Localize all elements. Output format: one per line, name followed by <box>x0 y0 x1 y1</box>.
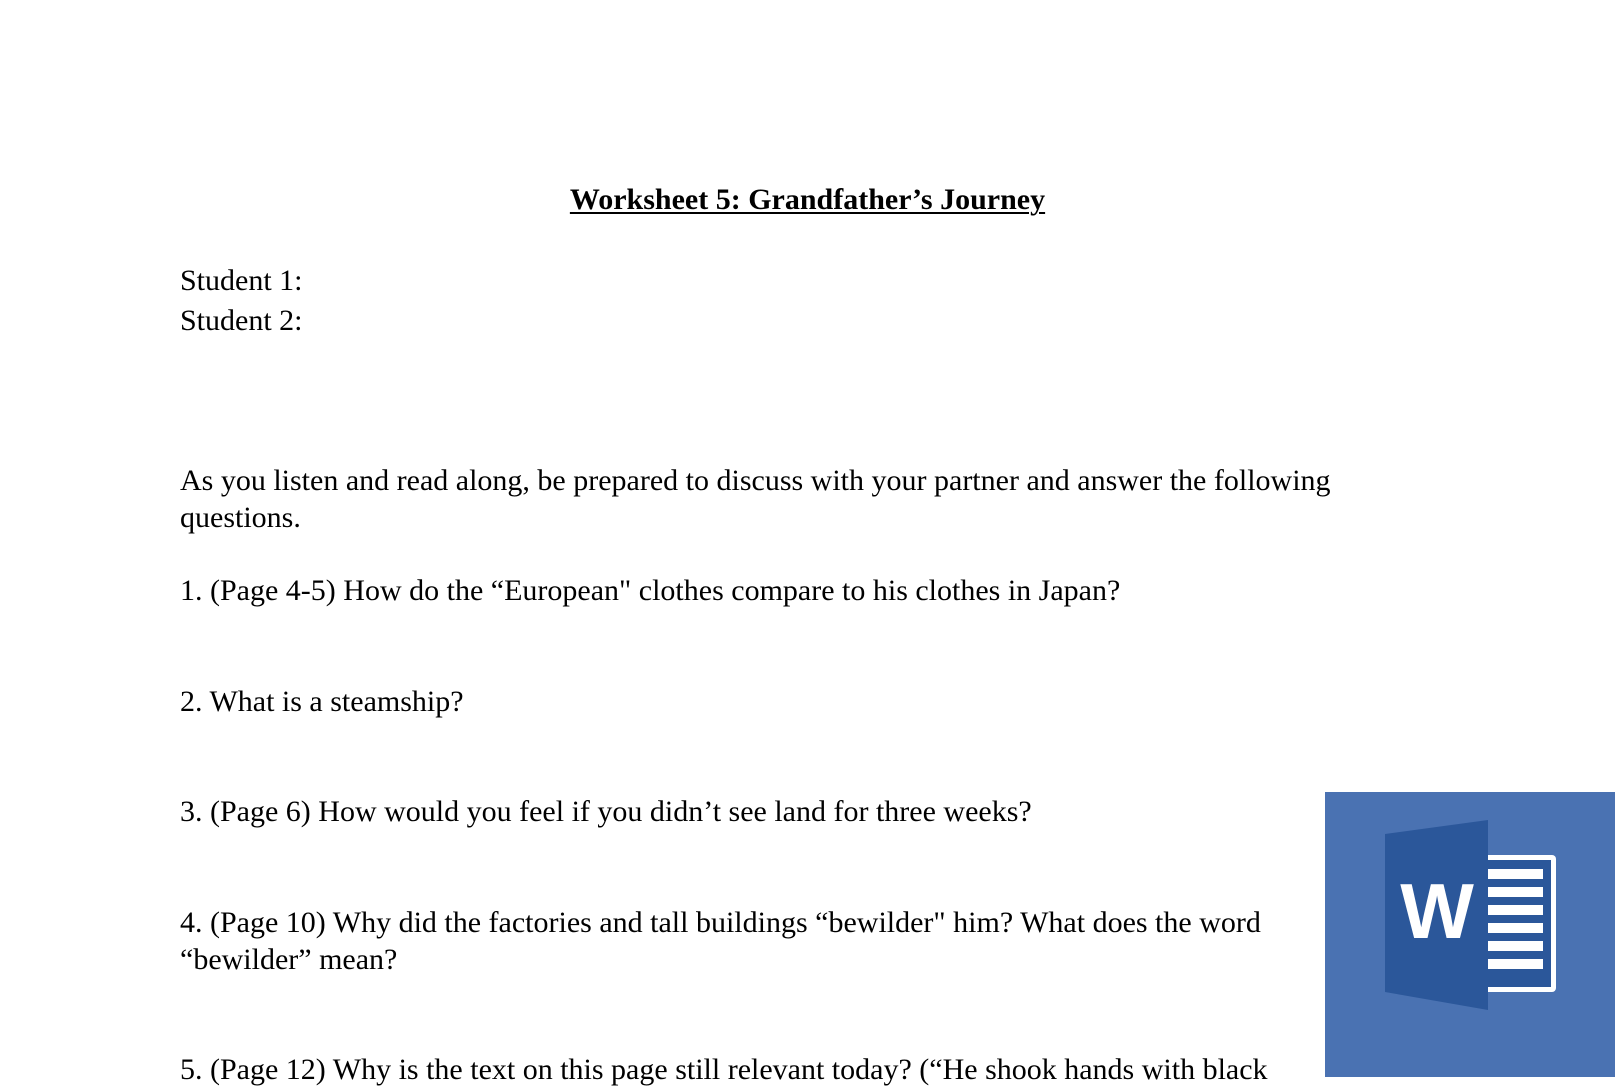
instructions-line-1: As you listen and read along, be prepared to discuss with your partner and answer the following <box>180 464 1331 497</box>
question-4-line-1: 4. (Page 10) Why did the factories and tall buildings “bewilder" him? What does the word <box>180 906 1261 939</box>
worksheet-title: Worksheet 5: Grandfather’s Journey <box>569 183 1046 216</box>
question-4-line-2: “bewilder” mean? <box>180 943 398 976</box>
question-1: 1. (Page 4-5) How do the “European" clothes compare to his clothes in Japan? <box>180 574 1121 607</box>
word-badge <box>1325 792 1615 1077</box>
question-5: 5. (Page 12) Why is the text on this page still relevant today? (“He shook hands with black <box>180 1053 1268 1086</box>
microsoft-word-icon <box>1325 792 1615 1077</box>
student-1-label: Student 1: <box>180 264 303 297</box>
student-2-label: Student 2: <box>180 304 303 337</box>
word-letter: W <box>1400 867 1474 955</box>
question-2: 2. What is a steamship? <box>180 685 464 718</box>
instructions-line-2: questions. <box>180 501 301 534</box>
question-3: 3. (Page 6) How would you feel if you didn’t see land for three weeks? <box>180 795 1032 828</box>
